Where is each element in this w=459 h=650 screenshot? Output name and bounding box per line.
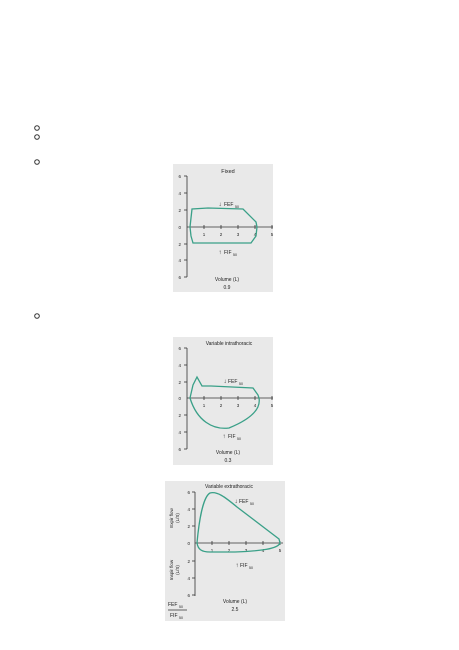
y-tick: 6 [187,490,190,495]
x-tick: 2 [227,548,231,553]
figure-title: Fixed [221,169,235,175]
list-bullet [33,312,41,320]
x-tick: 5 [270,232,274,237]
arrow-up-icon: ↑ [218,250,222,256]
ratio-value: 0.9 [223,285,231,291]
y-tick: 6 [187,593,190,598]
x-tick: 4 [253,232,257,237]
y-tick: 2 [178,413,181,418]
fif-subscript: 50 [237,437,241,441]
flow-volume-loop [190,208,257,243]
figure-title: Variable intrathoracic [205,341,253,347]
ratio-numerator-subscript: 50 [179,605,183,609]
ratio-denominator-subscript: 50 [179,616,183,620]
x-tick: 1 [202,232,206,237]
y-tick: 2 [187,524,190,529]
figure-title: Variable extrathoracic [205,484,253,490]
fif-label: FIF [224,250,232,256]
x-tick: 1 [210,548,214,553]
expir-flow-unit: (L/S) [175,513,180,523]
y-tick: 4 [178,258,181,263]
arrow-up-icon: ↑ [235,563,239,569]
y-tick: 4 [187,576,190,581]
fef-subscript: 50 [239,382,243,386]
x-tick: 3 [236,403,240,408]
arrow-down-icon: ↓ [223,379,227,385]
y-tick: 0 [187,541,190,546]
inspir-flow-label: Inspir flow [169,559,174,581]
x-axis-label: Volume (L) [214,277,240,283]
fif-label: FIF [240,563,248,569]
y-tick: 2 [187,559,190,564]
figure-fixed [173,164,273,292]
y-tick: 6 [178,346,181,351]
ratio-numerator: FEF [168,602,178,608]
x-tick: 2 [219,232,223,237]
list-bullet [33,158,41,166]
y-tick: 6 [178,275,181,280]
list-bullet [33,124,41,132]
x-tick: 4 [261,548,265,553]
ratio-value: 0.3 [224,458,232,464]
x-axis-label: Volume (L) [222,599,248,605]
x-tick: 4 [253,403,257,408]
x-tick: 2 [219,403,223,408]
y-tick: 6 [178,447,181,452]
y-tick: 0 [178,225,181,230]
fif-label: FIF [228,434,236,440]
y-tick: 4 [187,507,190,512]
x-tick: 3 [244,548,248,553]
ratio-value: 2.5 [231,607,239,613]
inspir-flow-unit: (L/S) [175,565,180,575]
y-tick: 2 [178,380,181,385]
y-tick: 0 [178,396,181,401]
fef-label: FEF [224,202,234,208]
expir-flow-label: Expir flow [169,508,174,528]
y-tick: 4 [178,430,181,435]
arrow-down-icon: ↓ [234,499,238,505]
fef-subscript: 50 [235,205,239,209]
y-tick: 4 [178,363,181,368]
ratio-denominator: FIF [170,613,178,619]
fif-subscript: 50 [249,566,253,570]
x-tick: 5 [278,548,282,553]
figure-variable-extrathoracic [165,481,285,621]
x-tick: 1 [202,403,206,408]
y-tick: 2 [178,242,181,247]
fif-subscript: 50 [233,253,237,257]
x-axis-label: Volume (L) [215,450,241,456]
arrow-down-icon: ↓ [218,202,222,208]
y-tick: 2 [178,208,181,213]
x-tick: 3 [236,232,240,237]
y-tick: 6 [178,174,181,179]
fef-label: FEF [239,499,249,505]
list-bullet [33,133,41,141]
arrow-up-icon: ↑ [222,434,226,440]
fef-subscript: 50 [250,502,254,506]
figure-variable-intrathoracic [173,337,273,465]
x-tick: 5 [270,403,274,408]
y-tick: 4 [178,191,181,196]
fef-label: FEF [228,379,238,385]
